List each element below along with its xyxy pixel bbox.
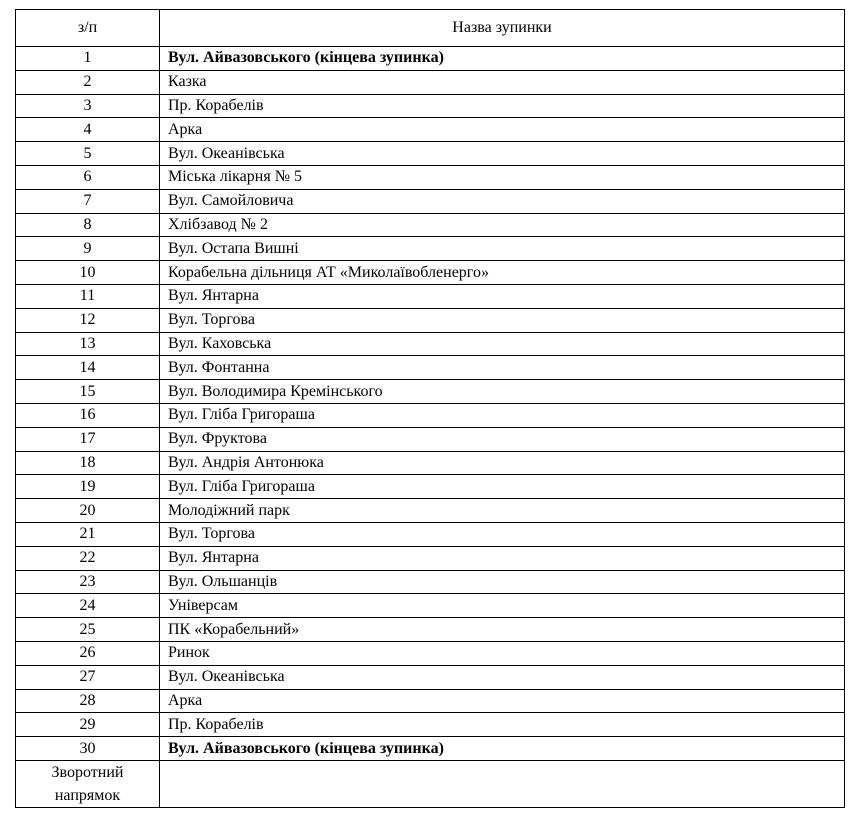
stop-number: 15 bbox=[16, 380, 160, 404]
table-row bbox=[16, 570, 845, 594]
table-row bbox=[16, 284, 845, 308]
bus-stops-table bbox=[15, 9, 845, 808]
stop-name: Арка bbox=[160, 689, 845, 713]
stop-number: 13 bbox=[16, 332, 160, 356]
reverse-direction-label-line1: Зворотний bbox=[51, 763, 124, 781]
stop-name: Пр. Корабелів bbox=[160, 713, 845, 737]
stop-name: Міська лікарня № 5 bbox=[160, 165, 845, 189]
header-row bbox=[16, 10, 845, 47]
stop-name: Вул. Океанівська bbox=[160, 665, 845, 689]
stop-number: 14 bbox=[16, 356, 160, 380]
stop-number: 9 bbox=[16, 237, 160, 261]
stop-name: Вул. Володимира Кремінського bbox=[160, 380, 845, 404]
stop-number: 28 bbox=[16, 689, 160, 713]
table-row bbox=[16, 427, 845, 451]
table-row bbox=[16, 332, 845, 356]
stop-name: Вул. Янтарна bbox=[160, 284, 845, 308]
table-row bbox=[16, 94, 845, 118]
stop-name: ПК «Корабельний» bbox=[160, 618, 845, 642]
header-stop-name: Назва зупинки bbox=[160, 10, 845, 47]
stop-number: 22 bbox=[16, 546, 160, 570]
stop-name: Казка bbox=[160, 70, 845, 94]
stop-name: Корабельна дільниця АТ «Миколаївобленерго» bbox=[160, 261, 845, 285]
table-row bbox=[16, 189, 845, 213]
stop-number: 16 bbox=[16, 403, 160, 427]
table-row bbox=[16, 475, 845, 499]
stop-number: 25 bbox=[16, 618, 160, 642]
stop-number: 1 bbox=[16, 47, 160, 71]
stop-name: Вул. Андрія Антонюка bbox=[160, 451, 845, 475]
stop-name: Вул. Торгова bbox=[160, 308, 845, 332]
stop-name: Вул. Гліба Григораша bbox=[160, 403, 845, 427]
table-row bbox=[16, 713, 845, 737]
table-row bbox=[16, 499, 845, 523]
reverse-direction-label bbox=[16, 760, 160, 807]
stop-number: 6 bbox=[16, 165, 160, 189]
stop-number: 5 bbox=[16, 142, 160, 166]
table-row bbox=[16, 641, 845, 665]
stop-number: 18 bbox=[16, 451, 160, 475]
table-row bbox=[16, 237, 845, 261]
stop-number: 17 bbox=[16, 427, 160, 451]
reverse-direction-row bbox=[16, 760, 845, 807]
stop-name: Арка bbox=[160, 118, 845, 142]
table-row bbox=[16, 546, 845, 570]
stop-number: 26 bbox=[16, 641, 160, 665]
table-row bbox=[16, 689, 845, 713]
stop-number: 11 bbox=[16, 284, 160, 308]
table-row bbox=[16, 213, 845, 237]
table-row bbox=[16, 308, 845, 332]
stop-number: 21 bbox=[16, 522, 160, 546]
stop-name: Універсам bbox=[160, 594, 845, 618]
stop-number: 27 bbox=[16, 665, 160, 689]
table-row bbox=[16, 403, 845, 427]
table-row bbox=[16, 737, 845, 761]
header-number: з/п bbox=[16, 10, 160, 47]
stop-number: 29 bbox=[16, 713, 160, 737]
reverse-direction-value bbox=[160, 760, 845, 807]
table-row bbox=[16, 594, 845, 618]
stop-number: 7 bbox=[16, 189, 160, 213]
stop-number: 12 bbox=[16, 308, 160, 332]
stop-number: 2 bbox=[16, 70, 160, 94]
table-row bbox=[16, 70, 845, 94]
stop-name: Вул. Самойловича bbox=[160, 189, 845, 213]
stop-name: Вул. Фруктова bbox=[160, 427, 845, 451]
table-row bbox=[16, 142, 845, 166]
table-row bbox=[16, 380, 845, 404]
stop-number: 3 bbox=[16, 94, 160, 118]
table-row bbox=[16, 451, 845, 475]
stop-number: 10 bbox=[16, 261, 160, 285]
table-row bbox=[16, 261, 845, 285]
stop-name: Вул. Торгова bbox=[160, 522, 845, 546]
stop-number: 24 bbox=[16, 594, 160, 618]
stop-name: Молодіжний парк bbox=[160, 499, 845, 523]
table-row bbox=[16, 522, 845, 546]
table-row bbox=[16, 118, 845, 142]
reverse-direction-label-line2: напрямок bbox=[54, 786, 121, 804]
stop-name: Вул. Янтарна bbox=[160, 546, 845, 570]
stop-name: Ринок bbox=[160, 641, 845, 665]
stop-number: 23 bbox=[16, 570, 160, 594]
stop-name: Вул. Каховська bbox=[160, 332, 845, 356]
stop-name: Вул. Айвазовського (кінцева зупинка) bbox=[160, 737, 845, 761]
stop-number: 20 bbox=[16, 499, 160, 523]
stop-number: 30 bbox=[16, 737, 160, 761]
stop-name: Вул. Ольшанців bbox=[160, 570, 845, 594]
table-row bbox=[16, 165, 845, 189]
stop-name: Вул. Фонтанна bbox=[160, 356, 845, 380]
stop-name: Хлібзавод № 2 bbox=[160, 213, 845, 237]
stop-name: Вул. Океанівська bbox=[160, 142, 845, 166]
table-row bbox=[16, 356, 845, 380]
stop-name: Вул. Остапа Вишні bbox=[160, 237, 845, 261]
stop-number: 8 bbox=[16, 213, 160, 237]
table-row bbox=[16, 665, 845, 689]
stop-name: Вул. Айвазовського (кінцева зупинка) bbox=[160, 47, 845, 71]
table-row bbox=[16, 47, 845, 71]
stop-name: Пр. Корабелів bbox=[160, 94, 845, 118]
stop-number: 4 bbox=[16, 118, 160, 142]
stop-number: 19 bbox=[16, 475, 160, 499]
stop-name: Вул. Гліба Григораша bbox=[160, 475, 845, 499]
table-row bbox=[16, 618, 845, 642]
